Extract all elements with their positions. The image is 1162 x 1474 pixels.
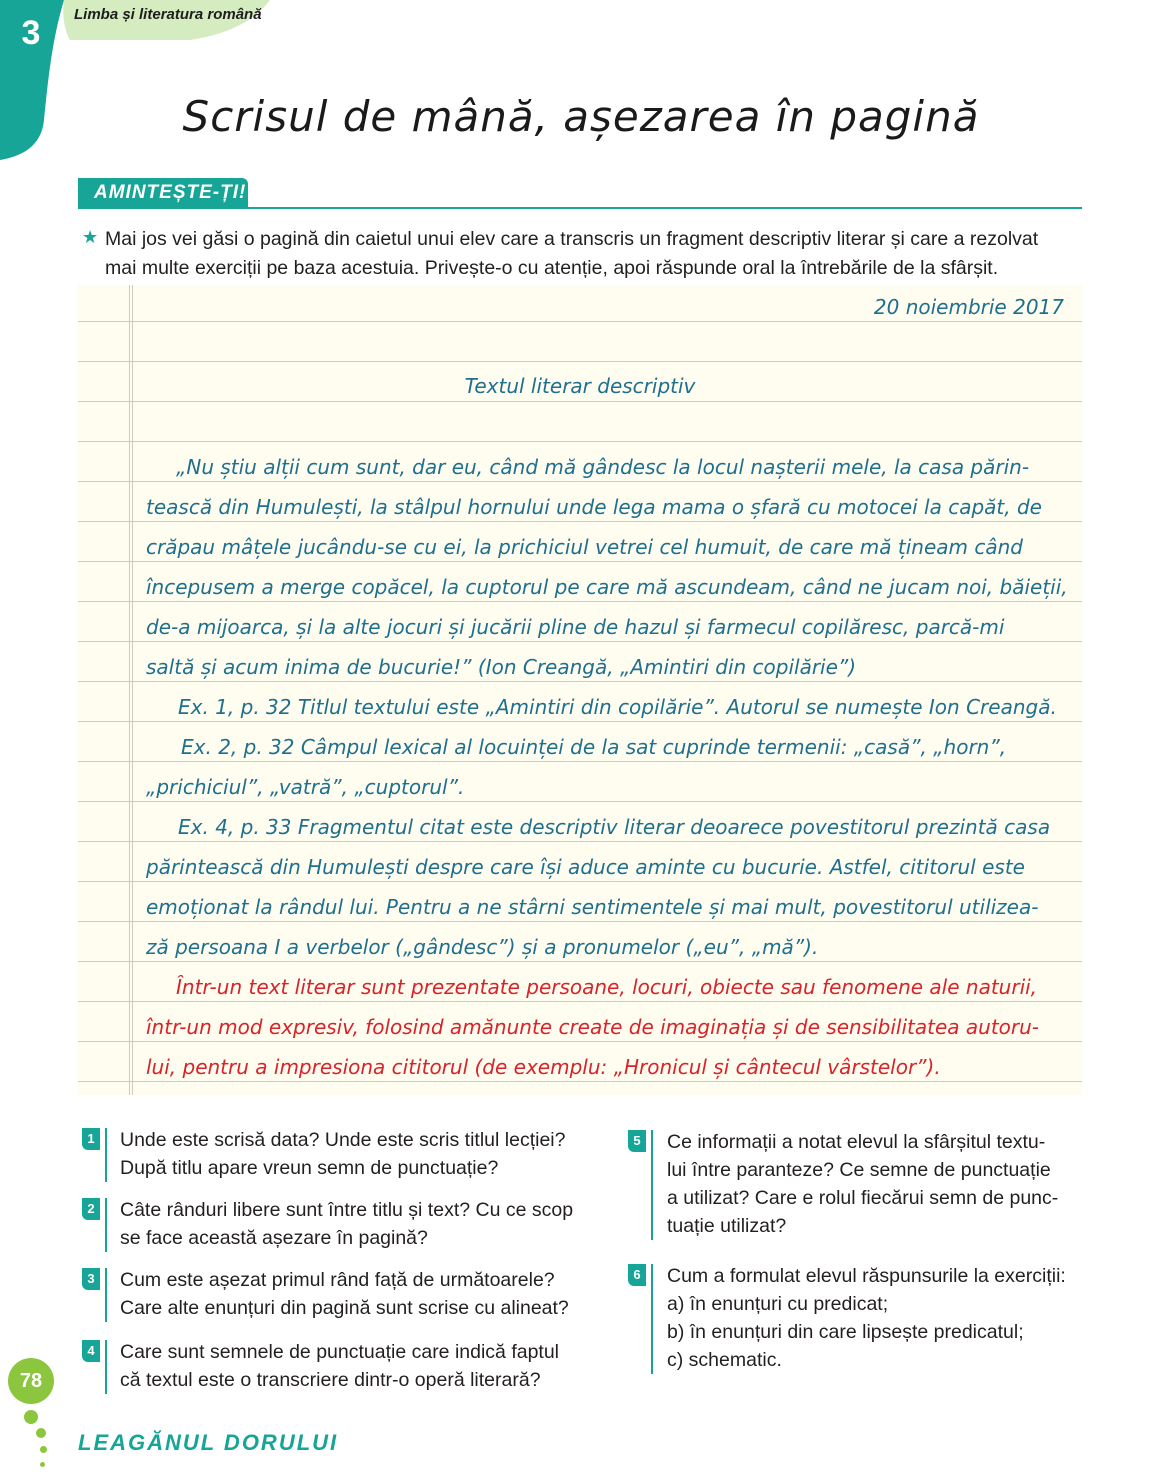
question-line: tuație utilizat?: [667, 1215, 787, 1237]
question-number-badge: 2: [82, 1198, 100, 1220]
question-text: [120, 1266, 610, 1322]
question-number-badge: 5: [628, 1130, 646, 1152]
text-line: de-a mijoarca, și la alte jocuri și jucării pline de hazul și farmecul copilăresc, parcă-mi: [146, 615, 1005, 639]
definition-line: Într-un text literar sunt prezentate persoane, locuri, obiecte sau fenomene ale naturii,: [176, 975, 1038, 999]
ruled-line: [78, 921, 1082, 922]
ruled-line: [78, 681, 1082, 682]
ruled-line: [78, 401, 1082, 402]
question-line: a utilizat? Care e rolul fiecărui semn de punc-: [667, 1187, 1059, 1209]
exercise-line: Ex. 4, p. 33 Fragmentul citat este descriptiv literar deoarece povestitorul prezintă casa: [178, 815, 1051, 839]
text-line: „Nu știu alții cum sunt, dar eu, când mă gândesc la locul nașterii mele, la casa părin-: [176, 455, 1030, 479]
definition-line: lui, pentru a impresiona cititorul (de exemplu: „Hronicul și cântecul vârstelor”).: [146, 1055, 941, 1079]
section-divider: [78, 207, 1082, 209]
ruled-line: [78, 801, 1082, 802]
text-line: saltă și acum inima de bucurie!” (Ion Creangă, „Amintiri din copilărie”): [146, 655, 857, 679]
question-line: Care sunt semnele de punctuație care indică faptul: [120, 1341, 560, 1363]
ruled-line: [78, 481, 1082, 482]
question-bar: [105, 1268, 107, 1322]
question-line: După titlu apare vreun semn de punctuație?: [120, 1157, 499, 1179]
notebook-title: Textul literar descriptiv: [464, 374, 696, 398]
question-bar: [651, 1130, 653, 1240]
ruled-line: [78, 441, 1082, 442]
ruled-line: [78, 1081, 1082, 1082]
exercise-line: Ex. 1, p. 32 Titlul textului este „Amintiri din copilărie”. Autorul se numește Ion Creangă.: [178, 695, 1057, 719]
question-number-badge: 1: [82, 1128, 100, 1150]
ruled-line: [78, 601, 1082, 602]
star-icon: ★: [82, 227, 99, 247]
notebook-page: [78, 285, 1082, 1095]
ruled-line: [78, 321, 1082, 322]
ruled-line: [78, 361, 1082, 362]
question-bar: [651, 1264, 653, 1374]
exercise-line: emoționat la rândul lui. Pentru a ne stârni sentimentele și mai mult, povestitorul utilizea-: [146, 895, 1039, 919]
text-line: tească din Humulești, la stâlpul hornului unde lega mama o șfară cu motocei la capăt, de: [146, 495, 1042, 519]
ruled-line: [78, 1041, 1082, 1042]
chapter-number: 3: [21, 14, 41, 52]
question-text: [120, 1126, 610, 1182]
intro-text: [105, 225, 1085, 283]
question-line: Cum este așezat primul rând față de următoarele?: [120, 1269, 555, 1291]
ruled-line: [78, 761, 1082, 762]
question-number-badge: 4: [82, 1340, 100, 1362]
question-text: [667, 1262, 1087, 1374]
notebook-date: 20 noiembrie 2017: [873, 295, 1064, 319]
remember-tag: AMINTEȘTE-ȚI!: [78, 178, 248, 208]
question-text: [120, 1338, 610, 1394]
ruled-line: [78, 521, 1082, 522]
intro-line: mai multe exerciții pe baza acestuia. Privește-o cu atenție, apoi răspunde oral la întrebările de la sfârșit.: [105, 257, 999, 279]
question-line: c) schematic.: [667, 1349, 782, 1371]
margin-line: [129, 285, 130, 1095]
subject-label: Limba și literatura română: [74, 6, 262, 23]
exercise-line: ză persoana I a verbelor („gândesc”) și a pronumelor („eu”, „mă”).: [146, 935, 819, 959]
question-line: Unde este scrisă data? Unde este scris titlul lecției?: [120, 1129, 566, 1151]
ruled-line: [78, 721, 1082, 722]
book-title: LEAGĂNUL DORULUI: [78, 1430, 339, 1455]
question-bar: [105, 1128, 107, 1182]
exercise-line: „prichiciul”, „vatră”, „cuptorul”.: [146, 775, 465, 799]
text-line: începusem a merge copăcel, la cuptorul pe care mă ascundeam, când ne jucam noi, băieții,: [146, 575, 1068, 599]
question-bar: [105, 1340, 107, 1394]
ruled-line: [78, 881, 1082, 882]
decorative-dot: [40, 1462, 45, 1467]
question-bar: [105, 1198, 107, 1252]
question-line: a) în enunțuri cu predicat;: [667, 1293, 889, 1315]
question-number-badge: 6: [628, 1264, 646, 1286]
ruled-line: [78, 561, 1082, 562]
question-line: lui între paranteze? Ce semne de punctuație: [667, 1159, 1051, 1181]
question-text: [667, 1128, 1087, 1240]
margin-line: [132, 285, 133, 1095]
page-title: Scrisul de mână, așezarea în pagină: [182, 92, 980, 141]
exercise-line: părintească din Humulești despre care își aduce aminte cu bucurie. Astfel, cititorul este: [146, 855, 1025, 879]
question-line: că textul este o transcriere dintr-o operă literară?: [120, 1369, 541, 1391]
question-line: Care alte enunțuri din pagină sunt scrise cu alineat?: [120, 1297, 569, 1319]
ruled-line: [78, 961, 1082, 962]
question-text: [120, 1196, 610, 1252]
definition-line: într-un mod expresiv, folosind amănunte create de imaginația și de sensibilitatea autoru-: [146, 1015, 1040, 1039]
ruled-line: [78, 641, 1082, 642]
decorative-dot: [40, 1446, 47, 1453]
question-line: Ce informații a notat elevul la sfârșitul textu-: [667, 1131, 1046, 1153]
ruled-line: [78, 1001, 1082, 1002]
ruled-line: [78, 841, 1082, 842]
decorative-dot: [36, 1428, 46, 1438]
exercise-line: Ex. 2, p. 32 Câmpul lexical al locuinței de la sat cuprinde termenii: „casă”, „horn”,: [181, 735, 1007, 759]
question-number-badge: 3: [82, 1268, 100, 1290]
intro-line: Mai jos vei găsi o pagină din caietul unui elev care a transcris un fragment descriptiv literar și care a rezolvat: [105, 228, 1039, 250]
page-number: 78: [8, 1358, 54, 1404]
question-line: se face această așezare în pagină?: [120, 1227, 428, 1249]
decorative-dot: [24, 1410, 38, 1424]
question-line: Cum a formulat elevul răspunsurile la exerciții:: [667, 1265, 1066, 1287]
question-line: Câte rânduri libere sunt între titlu și text? Cu ce scop: [120, 1199, 574, 1221]
question-line: b) în enunțuri din care lipsește predicatul;: [667, 1321, 1024, 1343]
text-line: crăpau mâțele jucându-se cu ei, la prichiciul vetrei cel humuit, de care mă țineam când: [146, 535, 1023, 559]
